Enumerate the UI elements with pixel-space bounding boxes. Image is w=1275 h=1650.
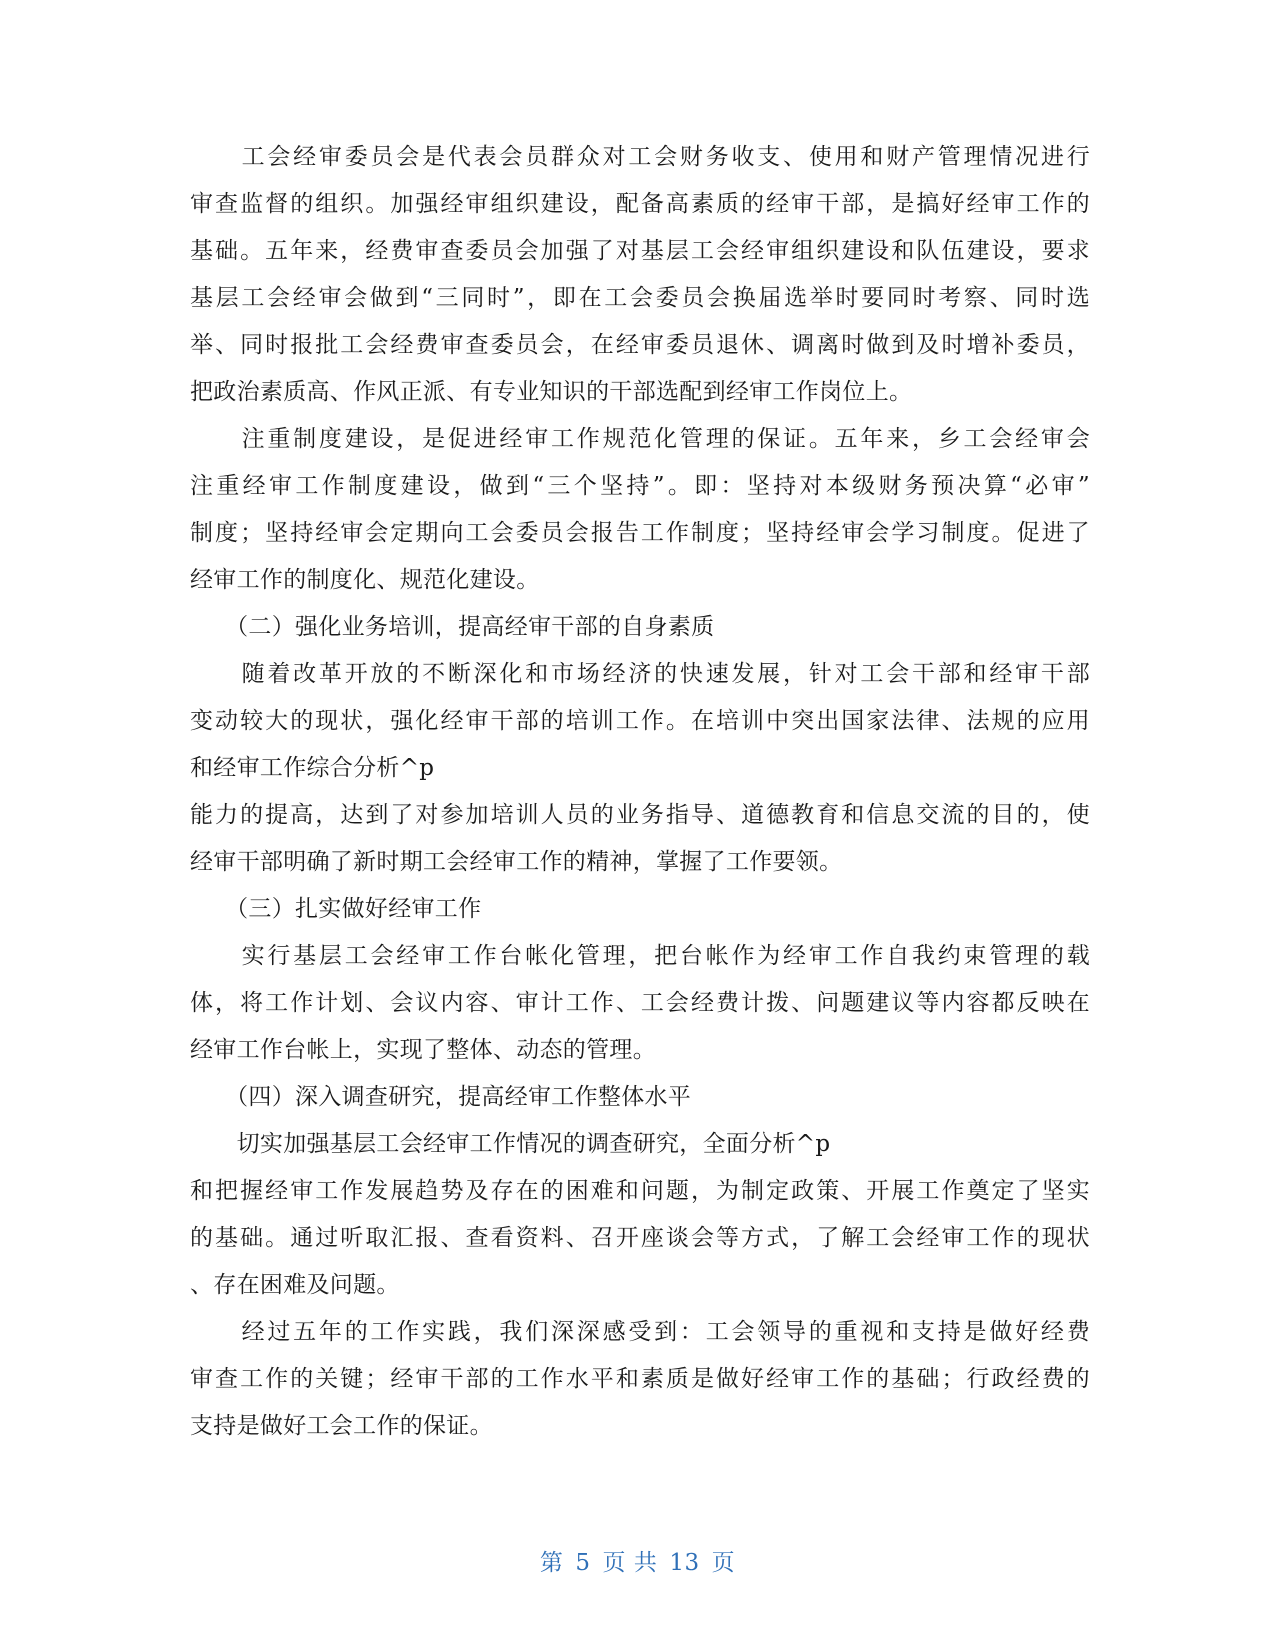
current-page-number: 5 (575, 1550, 591, 1576)
paragraph-line: 把政治素质高、作风正派、有专业知识的干部选配到经审工作岗位上。 (190, 379, 913, 405)
paragraph-line: 经审干部明确了新时期工会经审工作的精神，掌握了工作要领。 (190, 849, 843, 875)
paragraph-line: 随着改革开放的不断深化和市场经济的快速发展，针对工会干部和经审干部 (190, 661, 1090, 687)
paragraph-line: 、存在困难及问题。 (190, 1272, 400, 1298)
footer-suffix: 页 (711, 1550, 736, 1576)
paragraph-line: 实行基层工会经审工作台帐化管理，把台帐作为经审工作自我约束管理的载 (190, 943, 1090, 969)
paragraph-line: 能力的提高，达到了对参加培训人员的业务指导、道德教育和信息交流的目的，使 (190, 802, 1090, 828)
paragraph-line: 的基础。通过听取汇报、查看资料、召开座谈会等方式，了解工会经审工作的现状 (190, 1225, 1090, 1251)
section-heading: （三）扎实做好经审工作 (190, 896, 482, 922)
paragraph-line: 经审工作台帐上，实现了整体、动态的管理。 (190, 1037, 656, 1063)
total-page-number: 13 (669, 1550, 700, 1576)
paragraph-line: 体，将工作计划、会议内容、审计工作、工会经费计拨、问题建议等内容都反映在 (190, 990, 1090, 1016)
section-heading: （四）深入调查研究，提高经审工作整体水平 (190, 1084, 692, 1110)
paragraph-line: 经过五年的工作实践，我们深深感受到：工会领导的重视和支持是做好经费 (190, 1319, 1090, 1345)
paragraph-line: 审查工作的关键；经审干部的工作水平和素质是做好经审工作的基础；行政经费的 (190, 1366, 1090, 1392)
paragraph-line: 举、同时报批工会经费审查委员会，在经审委员退休、调离时做到及时增补委员， (190, 332, 1090, 358)
paragraph-line: 变动较大的现状，强化经审干部的培训工作。在培训中突出国家法律、法规的应用 (190, 708, 1090, 734)
paragraph-line: 基层工会经审会做到“三同时”，即在工会委员会换届选举时要同时考察、同时选 (190, 285, 1090, 311)
paragraph-line: 支持是做好工会工作的保证。 (190, 1413, 493, 1439)
section-heading: （二）强化业务培训，提高经审干部的自身素质 (190, 614, 715, 640)
paragraph-line: 和经审工作综合分析^p (190, 755, 435, 781)
paragraph-line: 注重经审工作制度建设，做到“三个坚持”。即：坚持对本级财务预决算“必审” (190, 473, 1090, 499)
paragraph-line: 基础。五年来，经费审查委员会加强了对基层工会经审组织建设和队伍建设，要求 (190, 238, 1090, 264)
paragraph-line: 制度；坚持经审会定期向工会委员会报告工作制度；坚持经审会学习制度。促进了 (190, 520, 1090, 546)
paragraph-line: 和把握经审工作发展趋势及存在的困难和问题，为制定政策、开展工作奠定了坚实 (190, 1178, 1090, 1204)
paragraph-line: 工会经审委员会是代表会员群众对工会财务收支、使用和财产管理情况进行 (190, 144, 1090, 170)
paragraph-line: 切实加强基层工会经审工作情况的调查研究，全面分析^p (190, 1131, 831, 1157)
paragraph-line: 审查监督的组织。加强经审组织建设，配备高素质的经审干部，是搞好经审工作的 (190, 191, 1090, 217)
paragraph-line: 注重制度建设，是促进经审工作规范化管理的保证。五年来，乡工会经审会 (190, 426, 1090, 452)
paragraph-line: 经审工作的制度化、规范化建设。 (190, 567, 540, 593)
page-number-footer (0, 1548, 1275, 1578)
footer-middle: 页 共 (602, 1550, 658, 1576)
footer-prefix: 第 (539, 1550, 564, 1576)
